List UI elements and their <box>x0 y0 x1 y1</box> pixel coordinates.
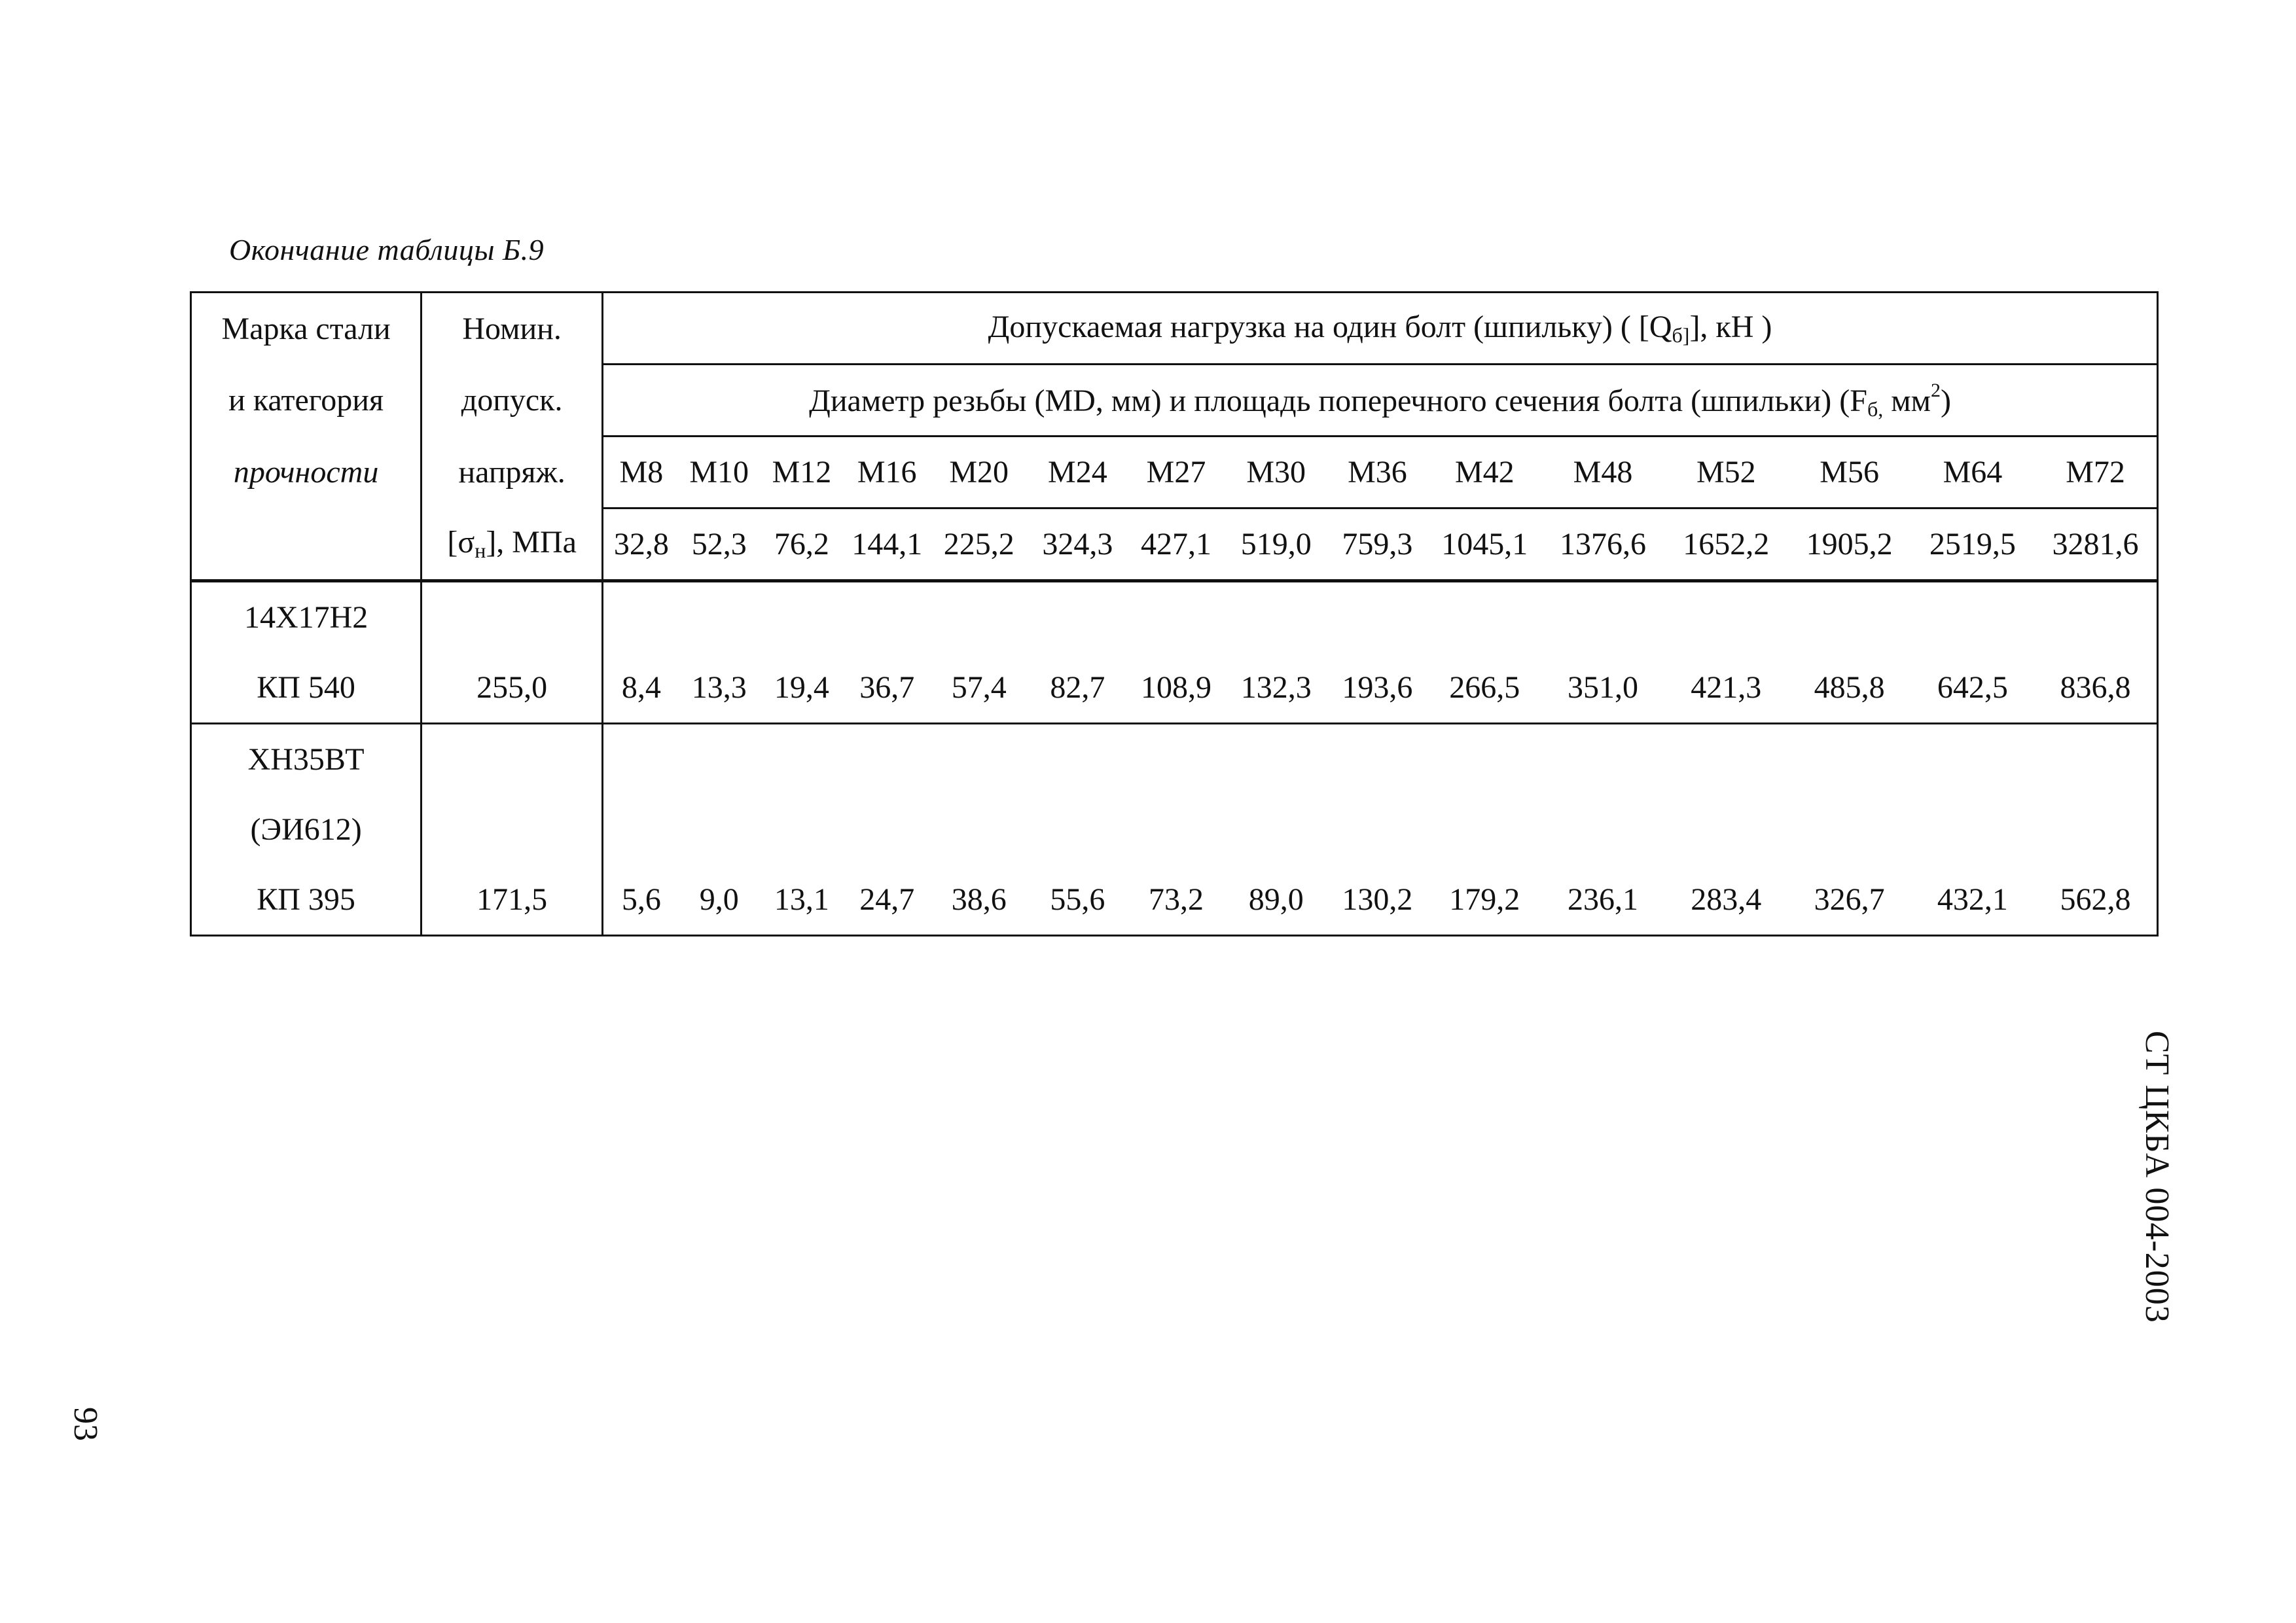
size-cell: M52 <box>1664 437 1787 508</box>
value-cell: 36,7 <box>844 652 929 724</box>
area-cell: 2519,5 <box>1911 508 2034 581</box>
size-cell: M24 <box>1028 437 1127 508</box>
value-cell: 485,8 <box>1787 652 1910 724</box>
size-cell: M20 <box>929 437 1028 508</box>
area-cell: 76,2 <box>759 508 844 581</box>
value-cell: 326,7 <box>1787 865 1910 936</box>
value-cell: 130,2 <box>1327 865 1428 936</box>
values-empty <box>603 794 2158 865</box>
value-cell: 193,6 <box>1327 652 1428 724</box>
bolt-load-table <box>190 291 2159 936</box>
area-cell: 1376,6 <box>1541 508 1664 581</box>
size-cell: M16 <box>844 437 929 508</box>
value-cell: 351,0 <box>1541 652 1664 724</box>
value-cell: 562,8 <box>2034 865 2157 936</box>
header-load-title: Допускаемая нагрузка на один болт (шпильку) ( $[Q_{б]}]$, кН ) <box>603 293 2158 365</box>
area-cell: 1045,1 <box>1428 508 1541 581</box>
value-cell: 73,2 <box>1127 865 1226 936</box>
value-cell: 132,3 <box>1225 652 1327 724</box>
value-cell: 179,2 <box>1428 865 1541 936</box>
grade-cell: КП 395 <box>191 865 422 936</box>
area-cell: 32,8 <box>603 508 679 581</box>
value-cell: 266,5 <box>1428 652 1541 724</box>
value-cell: 19,4 <box>759 652 844 724</box>
header-stress-line-1: Номин. <box>422 293 603 365</box>
value-cell: 432,1 <box>1911 865 2034 936</box>
area-cell: 144,1 <box>844 508 929 581</box>
values-empty <box>603 724 2158 795</box>
value-cell: 836,8 <box>2034 652 2157 724</box>
stress-empty <box>422 794 603 865</box>
value-cell: 9,0 <box>679 865 759 936</box>
area-cell: 52,3 <box>679 508 759 581</box>
header-grade-empty <box>191 508 422 581</box>
area-cell: 1905,2 <box>1787 508 1910 581</box>
size-cell: M27 <box>1127 437 1226 508</box>
area-cell: 225,2 <box>929 508 1028 581</box>
area-cell: 3281,6 <box>2034 508 2157 581</box>
grade-cell: 14Х17Н2 <box>191 581 422 653</box>
size-cell: M10 <box>679 437 759 508</box>
table-caption: Окончание таблицы Б.9 <box>229 233 545 266</box>
size-cell: M42 <box>1428 437 1541 508</box>
standard-designation: СТ ЦКБА 004-2003 <box>2138 1031 2176 1323</box>
stress-empty <box>422 724 603 795</box>
stress-cell: 255,0 <box>422 652 603 724</box>
size-cell: M56 <box>1787 437 1910 508</box>
size-cell: M30 <box>1225 437 1327 508</box>
page-number: 93 <box>67 1407 104 1441</box>
value-cell: 108,9 <box>1127 652 1226 724</box>
size-cell: M12 <box>759 437 844 508</box>
value-cell: 55,6 <box>1028 865 1127 936</box>
stress-cell: 171,5 <box>422 865 603 936</box>
value-cell: 8,4 <box>603 652 679 724</box>
header-diameter-title: Диаметр резьбы (MD, мм) и площадь поперечного сечения болта (шпильки) ($F_{б,}$ $мм^2$) <box>603 365 2158 437</box>
value-cell: 82,7 <box>1028 652 1127 724</box>
area-cell: 1652,2 <box>1664 508 1787 581</box>
header-stress-line-3: напряж. <box>422 437 603 508</box>
header-grade-line-2: и категория <box>191 365 422 437</box>
value-cell: 24,7 <box>844 865 929 936</box>
value-cell: 642,5 <box>1911 652 2034 724</box>
size-cell: M36 <box>1327 437 1428 508</box>
area-cell: 519,0 <box>1225 508 1327 581</box>
grade-cell: (ЭИ612) <box>191 794 422 865</box>
values-empty <box>603 581 2158 653</box>
value-cell: 283,4 <box>1664 865 1787 936</box>
header-grade-line-1: Марка стали <box>191 293 422 365</box>
grade-cell: ХН35ВТ <box>191 724 422 795</box>
value-cell: 13,3 <box>679 652 759 724</box>
header-grade-line-3: прочности <box>191 437 422 508</box>
area-cell: 759,3 <box>1327 508 1428 581</box>
size-cell: M72 <box>2034 437 2157 508</box>
header-stress-line-2: допуск. <box>422 365 603 437</box>
value-cell: 89,0 <box>1225 865 1327 936</box>
value-cell: 421,3 <box>1664 652 1787 724</box>
value-cell: 13,1 <box>759 865 844 936</box>
area-cell: 427,1 <box>1127 508 1226 581</box>
grade-cell: КП 540 <box>191 652 422 724</box>
value-cell: 236,1 <box>1541 865 1664 936</box>
stress-empty <box>422 581 603 653</box>
value-cell: 57,4 <box>929 652 1028 724</box>
area-cell: 324,3 <box>1028 508 1127 581</box>
size-cell: M8 <box>603 437 679 508</box>
value-cell: 5,6 <box>603 865 679 936</box>
size-cell: M64 <box>1911 437 2034 508</box>
size-cell: M48 <box>1541 437 1664 508</box>
value-cell: 38,6 <box>929 865 1028 936</box>
header-stress-unit: $[\sigma_н]$, МПа <box>422 508 603 581</box>
